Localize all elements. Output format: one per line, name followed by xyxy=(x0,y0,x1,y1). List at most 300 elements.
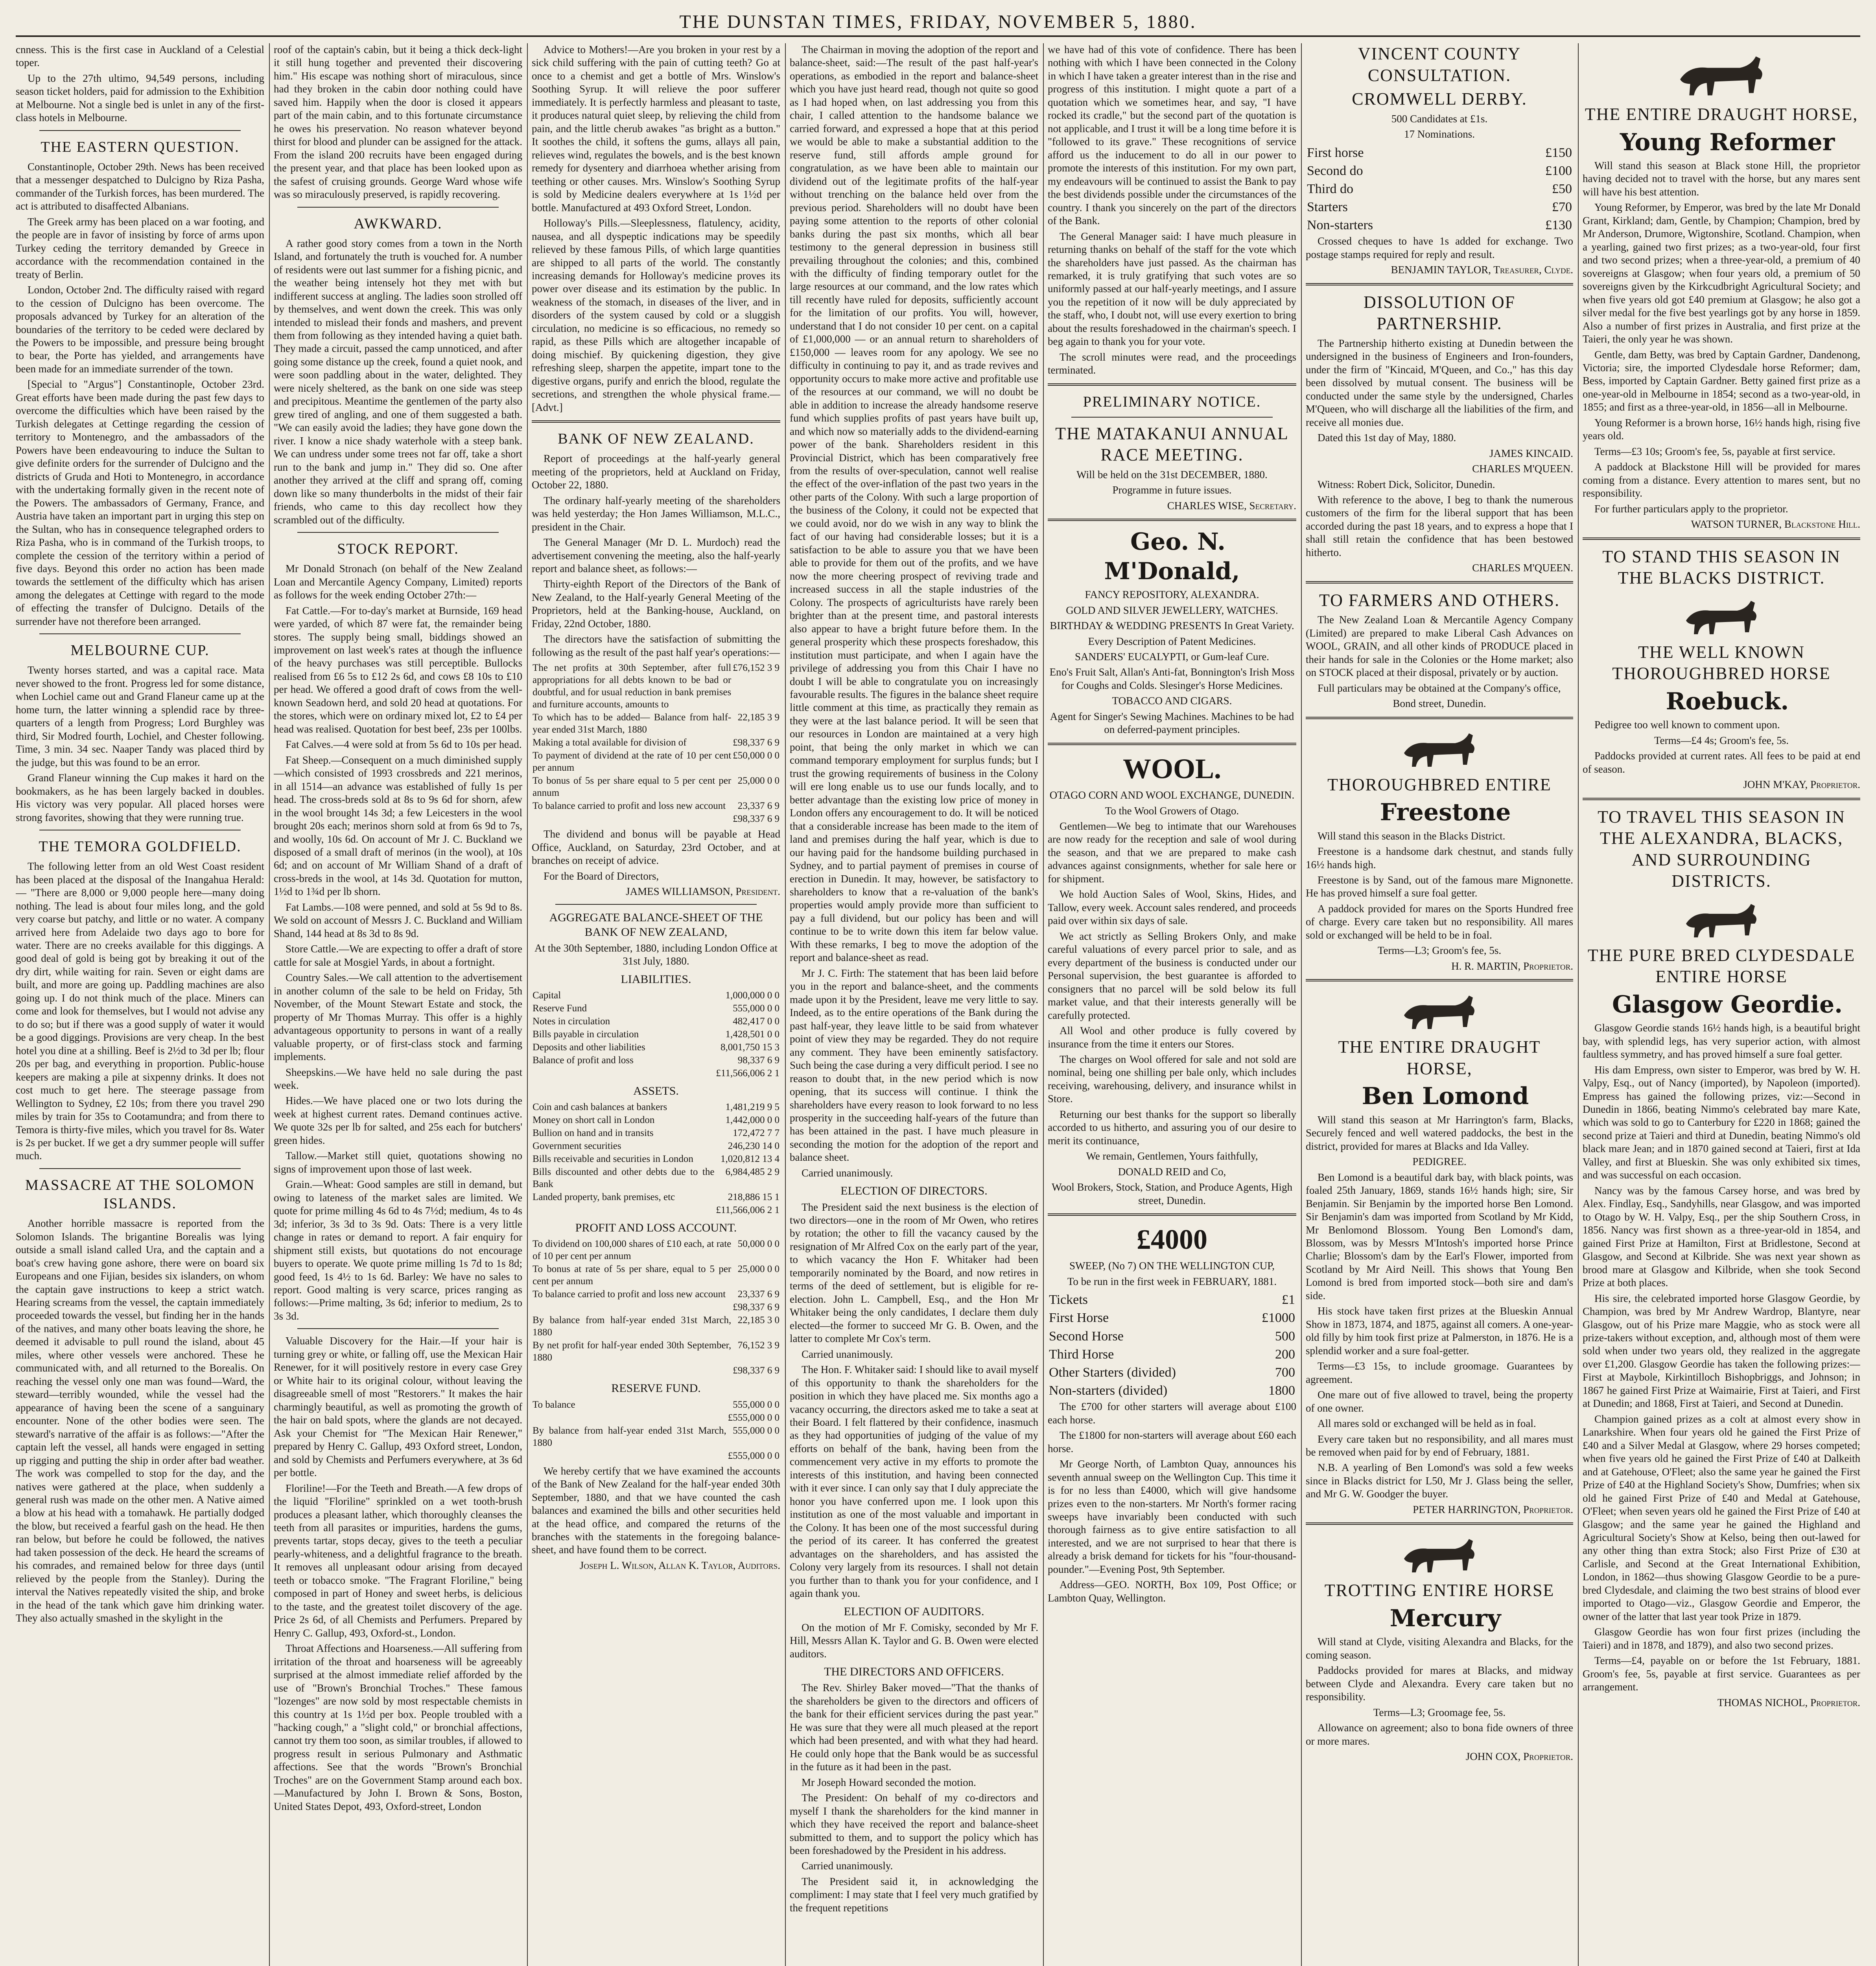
profit-loss-table xyxy=(532,1237,780,1377)
advert-paragraph: Glasgow Geordie stands 16½ hands high, is a beautiful bright bay, with splendid legs, has very superior action, with almost faultless symmetry, and has proved himself a sure foal getter. xyxy=(1583,1022,1860,1060)
article-paragraph: Another horrible massacre is reported from the Solomon Islands. The brigantine Borealis was lying outside a small island called Ura, and the captain and a boat's crew having gone ashore, there were on board six Europeans and one Fijian, besides six islanders, on whom the captain gave instructions to keep a strict watch. Hearing screams from the vessel, the captain immediately proceeded towards the vessel, but finding her in the hands of the natives, and many other boats leaving the shore, he deemed it advisable to pull round the island, about 45 miles, where other vessels were anchored. These he communicated with, and all returned to the Borealis. On reaching the vessel only one man was found—Ward, the steward—terribly wounded, while the vessel had the appearance of having been the scene of a sanguinary encounter. None of the other bodies were seen. The steward's narrative of the affair is as follows:—"After the captain left the vessel, all hands were engaged in setting up rigging and putting the ship in order after bad weather. The work was compelled to stop for the day, and the natives were gathered at the place, when suddenly a general rush was made on the other men. A Native aimed a blow at his head with a tomahawk. He partially dodged the blow, but received a fearful gash on the head. He then ran below, but before he could be followed, the natives had taken possession of the deck. He heard the screams of his comrades, and remained below for three days (until relieved by the people from the Stanley). During the interval the Natives repeatedly visited the ship, and broke in the head of the tank which gave him drinking water. They also actually smashed in the skylight in the xyxy=(16,1217,264,1624)
advert-line: THE WELL KNOWN THOROUGHBRED HORSE xyxy=(1612,642,1831,683)
column-rule xyxy=(269,43,270,1966)
table-row xyxy=(532,1263,780,1288)
masthead-title: THE DUNSTAN TIMES, FRIDAY, NOVEMBER 5, 1880. xyxy=(679,11,1197,32)
table-cell: Bills payable in circulation xyxy=(533,1029,639,1040)
article-paragraph: The scroll minutes were read, and the proceedings terminated. xyxy=(1048,351,1296,376)
column-3 xyxy=(532,43,780,1966)
table-cell: To balance carried to profit and loss new account xyxy=(533,1289,726,1300)
article-paragraph: The ordinary half-yearly meeting of the shareholders was held yesterday; the Hon James Williamson, M.L.C., president in the Chair. xyxy=(532,494,780,533)
horse-name: Glasgow Geordie. xyxy=(1612,990,1843,1018)
advert-line: Will be held on the 31st DECEMBER, 1880. xyxy=(1076,468,1268,480)
table-cell: 555,000 0 0 xyxy=(733,1399,780,1410)
signature: JAMES KINCAID. xyxy=(1489,447,1573,459)
article-paragraph: roof of the captain's cabin, but it being a thick deck-light it still hung together and prevented their discovering him." His escape was nothing short of miraculous, since had they broken in the cabin door nothing could have saved him. Happily when the door is closed it appears part of the main cabin, and to this fortunate circumstance he owes his preservation. No reason whatever beyond thirst for blood and plunder can be assigned for the attack. From the island 200 recruits have been engaged during the present year, and that place has been looked upon as the safest of cruising grounds. George Ward whose wife was so miraculously preserved, is rapidly recovering. xyxy=(274,44,522,201)
table-row xyxy=(532,1398,780,1411)
table-row xyxy=(1307,180,1572,198)
advert-line: GOLD AND SILVER JEWELLERY, WATCHES. xyxy=(1066,604,1278,616)
article-paragraph: Thirty-eighth Report of the Directors of the Bank of New Zealand, to the Half-yearly General Meeting of the Proprietors, held at the Banking-house, Auckland, on Friday, 22nd October, 1880. xyxy=(532,578,780,630)
article-paragraph: Carried unanimously. xyxy=(802,1860,893,1872)
table-cell: Deposits and other liabilities xyxy=(533,1042,645,1053)
article-paragraph: London, October 2nd. The difficulty raised with regard to the cession of Dulcigno has been overcome. The proposals advanced by Turkey for an alteration of the boundaries of the territory to be ceded were declared by the Powers to be impossible, and pressure being brought to bear, the Porte has yielded, and arrangements have been made for an immediate surrender of the town. xyxy=(16,284,264,375)
column-4 xyxy=(790,43,1038,1966)
signature: WATSON TURNER, Blackstone Hill. xyxy=(1691,518,1860,530)
advert-paragraph: Ben Lomond is a beautiful dark bay, with black points, was foaled 25th January, 1869, stands 16½ hands high; sire, Sir Benjamin. Sir Benjamin by the imported horse Ben Lomond. Sir Benjamin's dam was imported from Scotland by Mr Kidd, Mr Benlomond Blossom. Young Ben Lomond's dam, Blossom, was by Messrs M'Intosh's imported horse Prince Charlie; Blossom's dam by the Earl's Flower, imported from Scotland by Mr Aird Neill. This shows that Young Ben Lomond is bred from imported stock—both sire and dam's side. xyxy=(1306,1171,1573,1301)
advert-paragraph: Every care taken but no responsibility, and all mares must be removed when paid for by end of February, 1881. xyxy=(1306,1433,1573,1458)
table-row xyxy=(1307,144,1572,162)
table-cell: Reserve Fund xyxy=(533,1003,587,1014)
advert-paragraph: Full particulars may be obtained at the Company's office, xyxy=(1318,682,1561,694)
advert-paragraph: Paddocks provided at current rates. All fees to be paid at end of season. xyxy=(1583,750,1860,775)
horse-icon xyxy=(1396,988,1483,1035)
signature: THOMAS NICHOL, Proprietor. xyxy=(1717,1696,1860,1708)
advert-paragraph: His sire, the celebrated imported horse Glasgow Geordie, by Champion, was bred by Mr Andrew Wardrop, Blantyre, near Glasgow, out of his Prize mare Maggie, who as stock were all prize-takers without exception, and, although most of them were sold when under two years old, they realized in the aggregate over £1,200. Glasgow Geordie has taken the following prizes:—First at Maybole, Kirkintilloch Bishopbriggs, and Johnson; in 1867 he gained First Prize at Waimairie, First at Taieri, and First at Dunedin; and 1868, First at Taieri, and Second at Dunedin. xyxy=(1583,1292,1860,1410)
article-paragraph: Carried unanimously. xyxy=(802,1167,893,1179)
article-paragraph: The President said it, in acknowledging the compliment: I may state that I feel very much gratified by the frequent repetitions xyxy=(790,1875,1038,1914)
advert-paragraph: Glasgow Geordie has won four first prizes (including the Taieri) and in 1878, and 1879), and also two second prizes. xyxy=(1583,1626,1860,1651)
advert-paragraph: Allowance on agreement; also to bona fide owners of three or more mares. xyxy=(1306,1722,1573,1747)
table-cell: Tickets xyxy=(1049,1292,1088,1307)
table-cell: 25,000 0 0 xyxy=(737,775,780,786)
signature: H. R. MARTIN, Proprietor. xyxy=(1451,960,1573,972)
advert-heading: PRELIMINARY NOTICE. xyxy=(1083,393,1261,410)
table-cell: Non-starters (divided) xyxy=(1049,1383,1168,1398)
table-cell: By net profit for half-year ended 30th September, 1880 xyxy=(533,1340,732,1363)
table-cell xyxy=(532,1204,715,1217)
advert-title: TO TRAVEL THIS SEASON IN THE ALEXANDRA, BLACKS, AND SURROUNDING DISTRICTS. xyxy=(1598,807,1845,891)
article-paragraph: Tallow.—Market still quiet, quotations showing no signs of improvement upon those of last week. xyxy=(274,1150,522,1175)
article-paragraph: A rather good story comes from a town in the North Island, and fortunately the truth is vouched for. A number of residents were out last summer for a fishing picnic, and the weather being intensely hot they met with but indifferent success at angling. The ladies soon strolled off by themselves, and went down the creek. This was only intended to mislead their fonds and mashers, and prevent them from following as they intended having a quiet bath. They made a circuit, passed the camp unnoticed, and after going some distance up the creek, found a quiet nook, and were soon paddling about in the water, delighted. They were nicely sheltered, as the bank on one side was steep and precipitous. Meantime the gentlemen of the party also grew tired of angling, and one of them suggested a bath. "We can easily avoid the ladies; they have gone down the river. I know a nice shady waterhole with a steep bank. We can undress under some trees not far off, take a short run to the bank and jump in." They did so. One after another they arrived at the cliff and sprang off, coming down like so many thunderbolts in the midst of their fair friends, who came to this day recollect how they scrambled out of the difficulty. xyxy=(274,237,522,526)
table-subheading: At the 30th September, 1880, including London Office at 31st July, 1880. xyxy=(534,942,778,967)
table-cell xyxy=(532,812,732,825)
table-row xyxy=(1049,1346,1296,1363)
advert-paragraph: A paddock provided for mares on the Sports Hundred free of charge. Every care taken but no responsibility. All mares sold or exchanged will be held to be in foal. xyxy=(1306,902,1573,941)
advert-title: THE MATAKANUI ANNUAL RACE MEETING. xyxy=(1055,423,1289,465)
article-paragraph: The following letter from an old West Coast resident has been placed at the disposal of the Inangahua Herald:— "There are 8,000 or 9,000 people here—many doing nothing. The lead is about four miles long, and the gold very coarse but patchy, and little or no water. A company arrived here from Adelaide two days ago to bore for water. There are no creeks available for this diggings. A good deal of gold is being got by breaking it out of the dry dirt, while waiting for rain. Seven or eight dams are built, and more are going up. Paddling machines are also going up. I do not think much of the place. Miners can come and look for themselves, but I would not advise any to do so; but if there was a good supply of water it would be a good diggings. Provisions are very cheap. In the best hotel you dine at a shilling. Beef is 2½d to 3d per lb; flour 20s per bag, and everything in proportion. Public-house keepers are making a pile at sixpenny drinks. It does not cost much to get here. The steerage passage from Wellington to Sydney, £2 10s; from there you travel 290 miles by train for 35s to Cootamundra; and from there to Temora is thirty-five miles, which you travel for 8s. Water is 2s per bucket. If we get a dry summer people will suffer much. xyxy=(16,860,264,1162)
article-paragraph: The President: On behalf of my co-directors and myself I thank the shareholders for the kind manner in which they have received the report and balance-sheet submitted to them, and to support the policy which has been foreshadowed by the President in his address. xyxy=(790,1792,1038,1856)
section-heading: THE DIRECTORS AND OFFICERS. xyxy=(824,1665,1004,1679)
table-row xyxy=(532,749,780,774)
article-paragraph: Sheepskins.—We have held no sale during the past week. xyxy=(274,1066,522,1091)
table-heading: LIABILITIES. xyxy=(621,972,691,986)
table-row xyxy=(532,1411,780,1424)
table-row xyxy=(1049,1309,1296,1327)
advert-line: Agent for Singer's Sewing Machines. Machines to be had on deferred-payment principles. xyxy=(1050,710,1294,736)
advert-paragraph: Will stand this season at Black stone Hill, the proprietor having decided not to travel with the horse, but any mares sent will have his best attention. xyxy=(1583,159,1860,198)
table-cell: 1,442,000 0 0 xyxy=(725,1115,780,1126)
freestone-advert xyxy=(1306,725,1573,973)
advert-title: TO FARMERS AND OTHERS. xyxy=(1319,590,1560,610)
table-cell: 500 xyxy=(1275,1329,1295,1344)
farmers-advert xyxy=(1306,590,1573,711)
table-heading: AGGREGATE BALANCE-SHEET OF THE BANK OF NEW ZEALAND, xyxy=(549,911,763,939)
table-cell: £150 xyxy=(1545,145,1572,160)
column-rule xyxy=(527,43,528,1966)
liabilities-table xyxy=(532,989,780,1080)
article-paragraph: Up to the 27th ultimo, 94,549 persons, including season ticket holders, paid for admission to the Exhibition at Melbourne. Not a single bed is unlet in any of the first-class hotels in Melbourne. xyxy=(16,72,264,124)
advert-title: WOOL. xyxy=(1122,753,1222,784)
table-row xyxy=(532,1288,780,1301)
advert-title: TO STAND THIS SEASON IN THE BLACKS DISTRICT. xyxy=(1602,547,1841,588)
table-row xyxy=(1049,1364,1296,1381)
advert-paragraph: The New Zealand Loan & Mercantile Agency Company (Limited) are prepared to make Liberal Cash Advances on WOOL, GRAIN, and all other kinds of PRODUCE placed in their hands for sale in the Colonies or the Home market; also on STOCK placed at their disposal, privately or by auction. xyxy=(1306,614,1573,679)
advert-paragraph: Crossed cheques to have 1s added for exchange. Two postage stamps required for reply and result. xyxy=(1306,235,1573,260)
table-row xyxy=(532,1152,780,1165)
signature: JOHN M'KAY, Proprietor. xyxy=(1743,779,1860,791)
article-paragraph: The General Manager (Mr D. L. Murdoch) read the advertisement convening the meeting, also the half-yearly report and balance sheet, as follows:— xyxy=(532,536,780,574)
column-1 xyxy=(16,43,264,1966)
table-cell: 555,000 0 0 xyxy=(733,1425,780,1436)
horse-name: Roebuck. xyxy=(1666,687,1789,715)
advert-paragraph: Young Reformer is a brown horse, 16½ hands high, rising five years old. xyxy=(1583,416,1860,442)
table-row xyxy=(1049,1382,1296,1399)
advert-paragraph: Holloway's Pills.—Sleeplessness, flatulency, acidity, nausea, and all dyspeptic indications may be speedily relieved by these famous Pills, of which large quantities are shipped to all parts of the world. The constantly increasing demands for Holloway's medicine proves its power over disease and its estimation by the public. In weakness of the stomach, in diseases of the liver, and in disorders of the system caused by cold or a sluggish circulation, no medicine is so efficacious, no remedy so rapid, as these Pills which are altogether incapable of doing mischief. By quickening digestion, they give refreshing sleep, sharpen the appetite, impart tone to the digestive organs, purify and enrich the blood, regulate the secretions, and strengthen the whole physical frame.—[Advt.] xyxy=(532,217,780,413)
table-row xyxy=(532,1041,780,1054)
article-paragraph: [Special to "Argus"] Constantinople, October 23rd. Great efforts have been made during the past few days to overcome the difficulties which have been raised by the Turkish delegates at Cettinge regarding the cession of territory to Montenegro, and the ambassadors of the Powers have been endeavouring to induce the Sultan to give definite orders for the surrender of Dulcigno and the districts of Gruda and Hoti to Montenegro, in accordance with the undertaking formally given in the recent note of the Powers. The ambassadors of Germany, France, and Austria have taken an important part in urging this step on the Sultan, who has in consequence telegraphed orders to Riza Pasha, who is in command of the Turkish troops, to complete the cession of the territory within a period of five days. Beyond this order no action has been made towards the settlement of the difficulty which has arisen among the delegates at Cettinge with regard to the mode of effecting the transfer of Dulcigno. Details of the surrender have not therefore been arranged. xyxy=(16,378,264,627)
advert-title: THE ENTIRE DRAUGHT HORSE, xyxy=(1338,1037,1541,1078)
sweep-advert xyxy=(1048,1222,1296,1605)
column-6 xyxy=(1306,43,1573,1966)
table-cell: Third Horse xyxy=(1049,1347,1114,1362)
article-paragraph: Country Sales.—We call attention to the advertisement in another column of the sale to be held on Friday, 5th November, of the Mount Stewart Estate and stock, the property of Mr Thomas Murray. This offer is a highly advantageous opportunity to persons in want of a really valuable property, or of first-class stock and farming implements. xyxy=(274,972,522,1063)
column-rule xyxy=(1578,43,1579,1966)
table-cell: 22,185 3 0 xyxy=(737,1315,780,1326)
table-cell: £11,566,006 2 1 xyxy=(716,1205,780,1216)
table-cell: Bills receivable and securities in London xyxy=(533,1154,693,1165)
table-heading: PROFIT AND LOSS ACCOUNT. xyxy=(575,1221,737,1235)
table-row xyxy=(532,989,780,1002)
table-cell: £98,337 6 9 xyxy=(733,1302,780,1313)
table-cell: Other Starters (divided) xyxy=(1049,1365,1176,1380)
table-cell: 1,481,219 9 5 xyxy=(725,1102,780,1113)
vincent-advert xyxy=(1306,43,1573,277)
article-heading: STOCK REPORT. xyxy=(337,541,459,558)
article-paragraph: Mr J. C. Firth: The statement that has been laid before you in the report and balance-sheet, and the comments made upon it by the President, leave me very little to say. Indeed, as to the entire operations of the Bank during the past half-year, they leave little to be said from whatever point of view they may be regarded. They do not require any comment. They have been eminently satisfactory. Such being the case during a very difficult period. I see no reason to doubt that, in the new period which is now opening, that its success will continue. I think the shareholders have every reason to look forward to no less prosperity in the succeeding half-years of the future than has been attained in the past. I have much pleasure in seconding the motion for the adoption of the report and balance sheet. xyxy=(790,967,1038,1163)
article-paragraph: The directors have the satisfaction of submitting the following as the result of the past half year's operations:— xyxy=(532,633,780,658)
table-row xyxy=(532,1002,780,1015)
table-cell: £555,000 0 0 xyxy=(728,1450,780,1461)
column-rule xyxy=(1043,43,1044,1966)
horse-icon xyxy=(1678,593,1765,640)
article-heading: AWKWARD. xyxy=(354,215,442,232)
advert-paragraph: Gentlemen—We beg to intimate that our Warehouses are now ready for the reception and sale of wool during the season, and that we are prepared to make cash advances against consignments, whether for sale here or for shipment. xyxy=(1048,820,1296,885)
table-row xyxy=(532,1424,780,1449)
advert-line: BIRTHDAY & WEDDING PRESENTS In Great Variety. xyxy=(1050,620,1294,632)
table-row xyxy=(532,1165,780,1191)
advert-paragraph: For further particulars apply to the proprietor. xyxy=(1594,503,1788,515)
advert-paragraph: Will stand at Clyde, visiting Alexandra and Blacks, for the coming season. xyxy=(1306,1636,1573,1661)
table-cell: To balance carried to profit and loss new account xyxy=(533,801,726,812)
article-paragraph: Fat Cattle.—For to-day's market at Burnside, 169 head were yarded, of which 87 were fat, the remainder being stores. The supply being small, biddings showed an improvement on last week's rates at though the influence of the heavy purchases was still perceptible. Bullocks realised from £6 5s to £12 2s 6d, and cows £8 10s to £10 per head. We offered a good draft of cows from the well-known Seadown herd, and sold 20 head at quotations. For the stores, which were on ordinary mixed lot, £2 to £4 per head was realised. Quotation for best beef, 23s per 100lbs. xyxy=(274,604,522,735)
article-paragraph: Constantinople, October 29th. News has been received that a messenger despatched to Dulcigno by Riza Pasha, commander of the Turkish forces, has been murdered. The act is attributed to disaffected Albanians. xyxy=(16,160,264,212)
advert-paragraph: Paddocks provided for mares at Blacks, and midway between Clyde and Alexandra. Every care taken but no responsibility. xyxy=(1306,1664,1573,1703)
table-cell: 8,001,750 15 3 xyxy=(721,1042,780,1053)
table-cell: £100 xyxy=(1545,163,1572,178)
table-cell: £50 xyxy=(1552,181,1572,196)
article-paragraph: The Rev. Shirley Baker moved—"That the thanks of the shareholders be given to the directors and officers of the bank for their efficient services during the past year." He was sure that they were all much pleased at the report which had been presented, and with what they had heard. He could only hope that the Bank would be as successful in the future as it had been in the past. xyxy=(790,1682,1038,1773)
horse-name: Young Reformer xyxy=(1620,128,1835,156)
profits-table xyxy=(532,661,780,825)
table-row xyxy=(532,1101,780,1114)
sweep-prize-table xyxy=(1048,1290,1296,1400)
table-row xyxy=(532,736,780,749)
article-paragraph: The Chairman in moving the adoption of the report and balance-sheet, said:—The result of the past half-year's operations, as embodied in the report and balance-sheet which you have just heard read, though not quite so good as I had hoped when, on last addressing you from this chair, I called attention to the handsome balance we carried forward, and expressed a hope that at this period we would be able to make a substantial addition to the reserve fund, still affords ample ground for congratulation, as we have been able to maintain our dividend out of the legitimate profits of the half-year without trenching on the balance held over from the previous period. Shareholders will no doubt have been paying some attention to the reports of other colonial banks during the past six months, which all bear testimony to the general depression in business still prevailing throughout the colonies; and this, combined with the difficulty of finding temporary outlet for the large resources at our command, and the low rates which till recently have ruled for deposits, sufficiently account for the limitation of our profits. You will, however, understand that I do not consider 10 per cent. on a capital of £1,000,000 — or an annual return to shareholders of £150,000 — leaves room for any apology. We see no difficulty in continuing to pay it, and as trade revives and opportunity occurs to make more active and profitable use of the resources at our command, we will no doubt be able in addition to increase the already handsome reserve fund which supplies profits of past years have built up, and which now so materially adds to the dividend-earning power of the bank. Shareholders resident in this Provincial District, which has been comparatively free from the results of over-speculation, cannot well realise the effect of the over-inflation of the past two years in the other parts of the Colony. With such a large proportion of the business of the Colony, it could not be expected that we could avoid, nor do we wish in any way to blink the fact of our having had considerable losses; but it is a satisfaction to be able to assure you that we have been able to provide for them out of the profits, and we have now the more cheering prospect of reviving trade and increased success in all the staple industries of the Colony. The prospects of agriculturists have rarely been brighter than at the present time, and pastoral interests also appear to have a bright future before them. In the general prosperity which these prospects foreshadow, this institution must participate, and when I again have the privilege of addressing you from this Chair I have no doubt I will be able to congratulate you on increasingly favourable results. The figures in the balance sheet require little comment at this time, as practically they remain as they were at the last balance period. It will be seen that our resources in London are maintained at a very high point, that being the only market in which we can command temporary employment for surplus funds; but I trust the growing requirements of business in the Colony will ere long enable us to use our funds locally, and to better advantage than the existing low price of money in London offers any encouragement to do. It will be noticed that a considerable increase has been made to the item of land and premises during the half year, which is due to our having paid for the handsome building purchased in Sydney, and to partial payment of premises in course of erection in Dunedin. It may, however, be satisfactory to shareholders to know that a re-valuation of the bank's properties would amply provide more than sufficient to pay a full dividend, but our policy has been and will continue to be to write down this item far below value. With these remarks, I beg to move the adoption of the report and balance-sheet as read. xyxy=(790,44,1038,964)
table-row xyxy=(1049,1328,1296,1345)
table-cell: £130 xyxy=(1545,218,1572,233)
advert-line: Witness: Robert Dick, Solicitor, Dunedin. xyxy=(1318,478,1495,490)
table-cell: 25,000 0 0 xyxy=(737,1264,780,1275)
table-cell: 1,428,501 0 0 xyxy=(725,1029,780,1040)
table-cell: £98,337 6 9 xyxy=(733,814,780,825)
horse-name: Freestone xyxy=(1380,799,1511,827)
table-cell: 246,230 14 0 xyxy=(728,1141,780,1152)
table-row xyxy=(532,1114,780,1127)
table-row xyxy=(532,661,780,711)
advert-paragraph: Throat Affections and Hoarseness.—All suffering from irritation of the throat and hoarseness will be agreeably surprised at the almost immediate relief afforded by the use of "Brown's Bronchial Troches." These famous "lozenges" are now sold by most respectable chemists in this country at 1s 1½d per box. People troubled with a "hacking cough," a "slight cold," or bronchial affections, cannot try them too soon, as similar troubles, if allowed to progress result in serious Pulmonary and Asthmatic affections. See that the words "Brown's Bronchial Troches" are on the Government Stamp around each box.—Manufactured by John I. Brown & Sons, Boston, United States Depot, 493, Oxford-street, London xyxy=(274,1642,522,1812)
reserve-table xyxy=(532,1398,780,1462)
advert-paragraph: We act strictly as Selling Brokers Only, and make careful valuations of every parcel prior to sale, and as every department of the business is conducted under our Personal supervision, the best guarantee is afforded to consigners that no parcel will be sold below its full market value, and that their interests generally will be carefully protected. xyxy=(1048,930,1296,1021)
table-cell: 200 xyxy=(1275,1347,1295,1362)
horse-name: Ben Lomond xyxy=(1362,1082,1529,1110)
table-cell: £76,152 3 9 xyxy=(733,663,780,674)
table-cell xyxy=(532,1067,690,1080)
advert-line: Terms—£4 4s; Groom's fee, 5s. xyxy=(1654,734,1789,746)
advert-paragraph: The Partnership hitherto existing at Dunedin between the undersigned in the business of Engineers and Iron-founders, under the firm of "Kincaid, M'Queen, and Co.," has this day been dissolved by mutual consent. The business will be conducted under the same style by the undersigned, Charles M'Queen, who will discharge all the liabilities of the firm, and receive all monies due. xyxy=(1306,337,1573,428)
advert-paragraph: With reference to the above, I beg to thank the numerous customers of the firm for the liberal support that has been accorded during the past 18 years, and to express a hope that I shall still retain the confidence that has been bestowed hitherto. xyxy=(1306,494,1573,558)
advert-line: SWEEP, (No 7) ON THE WELLINGTON CUP, xyxy=(1069,1260,1275,1272)
table-row xyxy=(532,1067,780,1080)
table-heading: RESERVE FUND. xyxy=(611,1382,701,1395)
table-row xyxy=(532,774,780,799)
advert-title: THE ENTIRE DRAUGHT HORSE, xyxy=(1585,105,1858,124)
table-cell: 482,417 0 0 xyxy=(733,1016,780,1027)
article-paragraph: Twenty horses started, and was a capital race. Mata never showed to the front. Progress led for some distance, when Lochiel came out and Grand Flaneur came up at the home turn, the latter winning a splendid race by three-quarters of a length from Progress; Lord Burghley was third, Sir Modred fourth, Lochiel, and Chester following. Time, 3 min. 34 sec. Naaper Tandy was placed third by the judge, but this was found to be an error. xyxy=(16,664,264,768)
table-cell xyxy=(532,1364,732,1377)
masthead xyxy=(16,8,1860,37)
article-paragraph: Mr Joseph Howard seconded the motion. xyxy=(802,1776,976,1788)
signature: CHARLES M'QUEEN. xyxy=(1472,562,1573,574)
article-paragraph: For the Board of Directors, xyxy=(544,870,659,882)
roebuck-advert xyxy=(1583,546,1860,792)
signature: Wool Brokers, Stock, Station, and Produce Agents, High street, Dunedin. xyxy=(1051,1181,1293,1206)
table-row xyxy=(1049,1291,1296,1309)
table-cell xyxy=(532,1411,727,1424)
horse-icon xyxy=(1396,725,1483,773)
advert-paragraph: N.B. A yearling of Ben Lomond's was sold a few weeks since in Blacks district for L50, Mr J. Glass being the seller, and Mr G. W. Goodger the buyer. xyxy=(1306,1462,1573,1500)
article-heading: THE TEMORA GOLDFIELD. xyxy=(39,838,241,855)
horse-icon xyxy=(1678,896,1765,943)
table-cell: The net profits at 30th September, after full appropriations for all debts known to be bad or doubtful, and for usual reduction in bank premises and furniture accounts, amounts to xyxy=(533,663,732,710)
advert-paragraph: Champion gained prizes as a colt at almost every show in Lanarkshire. When four years old he gained the First Prize of £40 and a Silver Medal at Glasgow, where 29 horses competed; when five years old he gained the First Prize of £40 at Dalkeith and at Gatehouse, O'Fleet; also the same year he gained the First Prize of £40 at the Highland Society's Show, Dumfries; when six old he gained First Prize of £40 and Medal at Gatehouse, O'Fleet; when seven years old he gained the First Prize of £40 at Glasgow; and the same year he gained the Highland and Agricultural Society's Show at Kelso, being then out-lawed for any other thing than extra Stock; also First Prize of £30 at Carlisle, and Second at the Great International Exhibition, London, in 1862—thus showing Glasgow Geordie to be a pure-bred Clydesdale, and claiming the two best strains of blood ever imported to Otago—viz., Glasgow Geordie and Emperor, the owner of the latter that last year took Prize in 1879. xyxy=(1583,1413,1860,1622)
signature: PETER HARRINGTON, Proprietor. xyxy=(1413,1503,1573,1515)
table-cell: 218,886 15 1 xyxy=(728,1192,780,1203)
advert-title: £4000 xyxy=(1137,1224,1207,1255)
table-cell: 23,337 6 9 xyxy=(737,1289,780,1300)
table-cell: Starters xyxy=(1307,200,1348,215)
article-paragraph: The General Manager said: I have much pleasure in returning thanks on behalf of the staff for the vote which the shareholders have just passed. As the chairman has remarked, it is truly gratifying that such votes are so uniformly passed at our half-yearly meetings, and I assure you the repetition of it now will be duly appreciated by the staff, who, I doubt not, will use every exertion to bring about the results foreshadowed in the chairman's speech. I beg again to thank you for your vote. xyxy=(1048,230,1296,348)
advert-line: THE PURE BRED CLYDESDALE ENTIRE HORSE xyxy=(1587,945,1856,987)
table-cell: Balance of profit and loss xyxy=(533,1055,634,1066)
table-cell: To payment of dividend at the rate of 10 per cent per annum xyxy=(533,750,732,773)
article-paragraph: Grand Flaneur winning the Cup makes it hard on the bookmakers, as he has been largely backed in doubles. His victory was very popular. All placed horses were strong favorites, showing that they were running true. xyxy=(16,772,264,823)
table-cell: 22,185 3 9 xyxy=(737,712,780,723)
advert-line: PEDIGREE. xyxy=(1412,1156,1467,1168)
vincent-prize-table xyxy=(1306,144,1573,235)
table-row xyxy=(532,1339,780,1364)
table-cell: £70 xyxy=(1552,200,1572,215)
advert-paragraph: One mare out of five allowed to travel, being the property of one owner. xyxy=(1306,1389,1573,1414)
article-paragraph: Store Cattle.—We are expecting to offer a draft of store cattle for sale at Mosgiel Yards, in about a fortnight. xyxy=(274,943,522,968)
advert-paragraph: Mr George North, of Lambton Quay, announces his seventh annual sweep on the Wellington Cup. This time it is for no less than £4000, which will give handsome prizes even to the non-starters. Mr North's former racing sweeps have invariably been conducted with such thorough fairness as to give entire satisfaction to all interested, and we are not surprised to hear that there is already a brisk demand for tickets for his "four-thousand-pounder."—Evening Post, 9th September. xyxy=(1048,1458,1296,1575)
table-cell: Second do xyxy=(1307,163,1363,178)
table-row xyxy=(532,1204,780,1217)
article-paragraph: The President said the next business is the election of two directors—one in the room of Mr Owen, who retires by rotation; the other to fill the vacancy caused by the resignation of Mr Alfred Cox on the early part of the year, to which vacancy the Hon F. Whitaker had been temporarily nominated by the Board, and now retires in terms of the deed of settlement, but is eligible for re-election. John L. Campbell, Esq., and the Hon Mr Whitaker being the only candidates, I declare them duly elected—the former to succeed Mr G. B. Owen, and the latter to complete Mr Cox's term. xyxy=(790,1201,1038,1345)
wool-advert xyxy=(1048,751,1296,1207)
table-row xyxy=(532,1191,780,1204)
table-cell: 23,337 6 9 xyxy=(737,801,780,812)
article-paragraph: Hides.—We have placed one or two lots during the week at highest current rates. Demand continues active. We quote 32s per lb for salted, and 25s each for butchers' green hides. xyxy=(274,1095,522,1146)
signature: JOHN COX, Proprietor. xyxy=(1465,1751,1573,1763)
column-rule xyxy=(1301,43,1302,1966)
advert-title: THOROUGHBRED ENTIRE xyxy=(1327,775,1552,794)
article-heading: MELBOURNE CUP. xyxy=(70,642,210,659)
table-cell: Bullion on hand and in transits xyxy=(533,1128,654,1139)
table-cell: Notes in circulation xyxy=(533,1016,610,1027)
table-row xyxy=(532,1314,780,1339)
advert-title: Geo. N. M'Donald, xyxy=(1104,528,1240,585)
table-cell: 50,000 0 0 xyxy=(737,1239,780,1250)
table-cell: By balance from half-year ended 31st March, 1880 xyxy=(533,1315,732,1338)
article-paragraph: The dividend and bonus will be payable at Head Office, Auckland, on Saturday, 23rd October, and at branches on receipt of advice. xyxy=(532,828,780,867)
advert-title: TROTTING ENTIRE HORSE xyxy=(1324,1581,1555,1600)
signature: BENJAMIN TAYLOR, Treasurer, Clyde. xyxy=(1391,264,1573,276)
table-row xyxy=(532,1364,780,1377)
signature: CHARLES M'QUEEN. xyxy=(1472,463,1573,475)
horse-name: Mercury xyxy=(1389,1604,1501,1632)
advert-line: To be run in the first week in FEBRUARY, 1881. xyxy=(1067,1275,1277,1287)
advert-paragraph: Pedigree too well known to comment upon. xyxy=(1594,719,1780,731)
advert-paragraph: Young Reformer, by Emperor, was bred by the late Mr Donald Grant, Kirkland; dam, Gentle, by Champion; Champion, bred by Mr Anderson, Drumore, Wigtonshire, Scotland. Champion, when a yearling, gained two first prizes; as a two-year-old, four first and two second prizes; when a three-year-old, a premium of 40 sovereigns at Glasgow; when four years old, a premium of 50 sovereigns given by the Kirkcudbright Agricultural Society; and when five years old got £40 premium at Glasgow; he also got a silver medal for the five best yearlings got by any horse in 1859. Also a number of first prizes in Australia, and first prize at the Taieri, the only year he was shown. xyxy=(1583,201,1860,345)
signature: CHARLES WISE, Secretary. xyxy=(1167,499,1296,512)
article-heading: MASSACRE AT THE SOLOMON ISLANDS. xyxy=(25,1176,255,1212)
article-paragraph: Fat Calves.—4 were sold at from 5s 6d to 10s per head. xyxy=(286,738,522,751)
advert-line: 17 Nominations. xyxy=(1404,128,1475,140)
table-cell: £1000 xyxy=(1262,1311,1295,1325)
table-cell: Government securities xyxy=(533,1141,621,1152)
advert-paragraph: All Wool and other produce is fully covered by insurance from the time it enters our Stores. xyxy=(1048,1025,1296,1050)
advert-paragraph: Freestone is a handsome dark chestnut, and stands fully 16½ hands high. xyxy=(1306,845,1573,871)
advert-paragraph: Gentle, dam Betty, was bred by Captain Gardner, Dandenong, Victoria; sire, the imported Clydesdale horse Reformer; dam, Bess, imported by Captain Gardner. Betty gained first prize as a one-year-old in Melbourne in 1854; second as a two-year-old, in 1855; and first as a three-year-old, in 1856—all in Melbourne. xyxy=(1583,348,1860,413)
table-cell: Capital xyxy=(533,990,561,1001)
table-cell: £98,337 6 9 xyxy=(733,1365,780,1376)
article-heading: THE EASTERN QUESTION. xyxy=(41,138,240,155)
table-cell xyxy=(532,1301,732,1314)
table-cell: 1,000,000 0 0 xyxy=(725,990,780,1001)
table-cell: Money on short call in London xyxy=(533,1115,655,1126)
column-7 xyxy=(1583,43,1860,1966)
article-paragraph: The Hon. F. Whitaker said: I should like to avail myself of this opportunity to thank the shareholders for the position in which they have placed me. Six months ago a vacancy occurring, the directors asked me to take a seat at their Board. I felt flattered by their confidence, inasmuch as they had opportunities of judging of the value of my efforts on behalf of the bank, having been from the commencement very active in my efforts to promote the interests of this institution, and having been connected with it ever since. I can only say that I duly appreciate the honor you have conferred upon me. I look upon this institution as one of the most valuable and important in the Colony. It has been one of the most successful during the period of its career. It has conferred the greatest advantages on the shareholders, and has assisted the Colony very largely from its resources. I shall not detain you further than to thank you for your confidence, and I again thank you. xyxy=(790,1364,1038,1600)
signature: DONALD REID and Co, xyxy=(1118,1165,1226,1178)
advert-paragraph: The £700 for other starters will average about £100 each horse. xyxy=(1048,1401,1296,1426)
table-cell: Making a total available for division of xyxy=(533,737,687,748)
table-row xyxy=(532,1028,780,1041)
advert-line: Bond street, Dunedin. xyxy=(1393,698,1486,710)
advert-title: DISSOLUTION OF PARTNERSHIP. xyxy=(1363,292,1516,333)
table-row xyxy=(532,1054,780,1067)
table-cell: By balance from half-year ended 31st March, 1880 xyxy=(533,1425,726,1448)
article-heading: BANK OF NEW ZEALAND. xyxy=(558,431,754,447)
reformer-advert xyxy=(1583,47,1860,531)
article-paragraph: We hereby certify that we have examined the accounts of the Bank of New Zealand for the half-year ended 30th September, 1880, and that we have counted the cash balances and examined the bills and other securities held at the head office, and compared the returns of the branches with the statements in the foregoing balance-sheet, and have found them to be correct. xyxy=(532,1465,780,1556)
advert-paragraph: Returning our best thanks for the support so liberally accorded to us hitherto, and assuring you of our desire to merit its continuance, xyxy=(1048,1108,1296,1147)
table-cell: Third do xyxy=(1307,181,1354,196)
advert-title: VINCENT COUNTY CONSULTATION. xyxy=(1358,44,1521,85)
table-cell: Second Horse xyxy=(1049,1329,1124,1344)
table-cell: To bonus of 5s per share equal to 5 per cent per annum xyxy=(533,775,732,799)
advert-paragraph: Advice to Mothers!—Are you broken in your rest by a sick child suffering with the pain of cutting teeth? Go at once to a chemist and get a bottle of Mrs. Winslow's Soothing Syrup. It will relieve the poor sufferer immediately. It is perfectly harmless and pleasant to taste, it produces natural quiet sleep, by relieving the child from pain, and the little cherub awakes "as bright as a button." It soothes the child, it softens the gums, allays all pain, relieves wind, regulates the bowels, and is the best known remedy for dysentery and diarrhoea whether arising from teething or other causes. Mrs. Winslow's Soothing Syrup is sold by Medicine dealers everywhere at 1s 1½d per bottle. Manufactured at 493 Oxford Street, London. xyxy=(532,44,780,214)
table-cell: Bills discounted and other debts due to the Bank xyxy=(533,1167,715,1190)
advert-line: CROMWELL DERBY. xyxy=(1352,89,1527,109)
table-cell: Landed property, bank premises, etc xyxy=(533,1192,675,1203)
advert-paragraph: His stock have taken first prizes at the Blueskin Annual Show in 1873, 1874, and 1875, against all comers. A one-year-old filly by him took first prize at Palmerston, in 1876. He is a splendid worker and a sure foal-getter. xyxy=(1306,1305,1573,1357)
table-cell: To dividend on 100,000 shares of £10 each, at rate of 10 per cent per annum xyxy=(533,1239,732,1262)
table-cell: 1,020,812 13 4 xyxy=(721,1154,780,1165)
table-cell: To bonus at rate of 5s per share, equal to 5 per cent per annum xyxy=(533,1264,732,1287)
table-cell: 555,000 0 0 xyxy=(733,1003,780,1014)
table-cell: First horse xyxy=(1307,145,1364,160)
advert-paragraph: Floriline!—For the Teeth and Breath.—A few drops of the liquid "Floriline" sprinkled on a wet tooth-brush produces a pleasant lather, which thoroughly cleanses the teeth from all parasites or impurities, hardens the gums, prevents tartar, stops decay, gives to the teeth a peculiar pearly-whiteness, and a delightful fragrance to the breath. It removes all unpleasant odour arising from decayed teeth or tobacco smoke. "The Fragrant Floriline," being composed in part of Honey and sweet herbs, is delicious to the taste, and the greatest toilet discovery of the age. Price 2s 6d, of all Chemists and Perfumers. Prepared by Henry C. Gallup, 493, Oxford-st., London. xyxy=(274,1482,522,1639)
table-cell: £98,337 6 9 xyxy=(733,737,780,748)
table-cell: 98,337 6 9 xyxy=(737,1055,780,1066)
table-cell: £50,000 0 0 xyxy=(733,750,780,761)
section-heading: ELECTION OF DIRECTORS. xyxy=(840,1184,988,1198)
signature: JAMES WILLIAMSON, President. xyxy=(626,885,780,898)
advert-paragraph: Address—GEO. NORTH, Box 109, Post Office; or Lambton Quay, Wellington. xyxy=(1048,1579,1296,1604)
dissolution-advert xyxy=(1306,292,1573,575)
table-row xyxy=(532,711,780,736)
table-cell: 6,984,485 2 9 xyxy=(725,1167,780,1178)
table-row xyxy=(532,1127,780,1139)
advert-paragraph: Nancy was by the famous Carsey horse, and was bred by Alex. Findlay, Esq., Sandyhills, near Glasgow, and was imported to Otago by W. H. Valpy, Esq., per the ship Southern Cross, in 1856. Nancy was first shown as a three-year-old in 1854, and gained First Prize at Hamilton, First at Bridlestone, Second at Glasgow, and Second at Kilbride. She was next year shown as brood mare at Glasgow and Kilbride, when she took Second Prize at both places. xyxy=(1583,1184,1860,1289)
advert-paragraph: Will stand this season at Mr Harrington's farm, Blacks, Securely fenced and well watered paddocks, the best in the district, provided for mares at Blacks and Ida Valley. xyxy=(1306,1114,1573,1152)
advert-line: To the Wool Growers of Otago. xyxy=(1105,804,1239,817)
table-row xyxy=(532,812,780,825)
table-row xyxy=(1307,217,1572,234)
signature: Joseph L. Wilson, Allan K. Taylor, Auditors. xyxy=(579,1559,780,1571)
horse-icon xyxy=(1396,1531,1483,1578)
horse-icon xyxy=(1670,47,1773,102)
article-paragraph: Grain.—Wheat: Good samples are still in demand, but owing to lateness of the market sales are limited. We quote for prime milling 4s 6d to 4s 7½d; medium, 4s to 4s 3d; inferior, 3s 3d to 3s 9d. Oats: There is a very little change in rates or demand to report. A fair enquiry for shipment still exists, but quotations do not encourage buyers to operate. We quote prime milling 1s 7d to 1s 8d; good feed, 1s 4½ to 1s 6d. Barley: We have no sales to report. Good malting is very scarce, prices ranging as follows:—Prime malting, 3s 6d; inferior to medium, 2s to 3s 3d. xyxy=(274,1178,522,1322)
matakanui-advert xyxy=(1048,423,1296,513)
table-cell: 76,152 3 9 xyxy=(737,1340,780,1351)
article-paragraph: On the motion of Mr F. Comisky, seconded by Mr F. Hill, Messrs Allan K. Taylor and G. B. Owen were elected auditors. xyxy=(790,1621,1038,1660)
article-paragraph: Carried unanimously. xyxy=(802,1348,893,1360)
article-paragraph: Mr Donald Stronach (on behalf of the New Zealand Loan and Mercantile Agency Company, Limited) reports as follows for the week ending October 27th:— xyxy=(274,563,522,601)
advert-line: Every Description of Patent Medicines. xyxy=(1088,635,1256,647)
advert-line: Programme in future issues. xyxy=(1112,484,1232,496)
column-rule xyxy=(785,43,786,1966)
table-cell: Non-starters xyxy=(1307,218,1373,233)
article-paragraph: cnness. This is the first case in Auckland of a Celestial toper. xyxy=(16,44,264,69)
table-row xyxy=(532,1139,780,1152)
table-cell: To which has to be added— Balance from half-year ended 31st March, 1880 xyxy=(533,712,732,735)
mercury-advert xyxy=(1306,1531,1573,1763)
benlomond-advert xyxy=(1306,988,1573,1516)
table-row xyxy=(532,1449,780,1462)
advert-paragraph: Terms—£3 10s; Groom's fee, 5s, payable at first service. xyxy=(1594,445,1835,457)
advert-line: Terms—L3; Groom's fee, 5s. xyxy=(1377,944,1502,957)
